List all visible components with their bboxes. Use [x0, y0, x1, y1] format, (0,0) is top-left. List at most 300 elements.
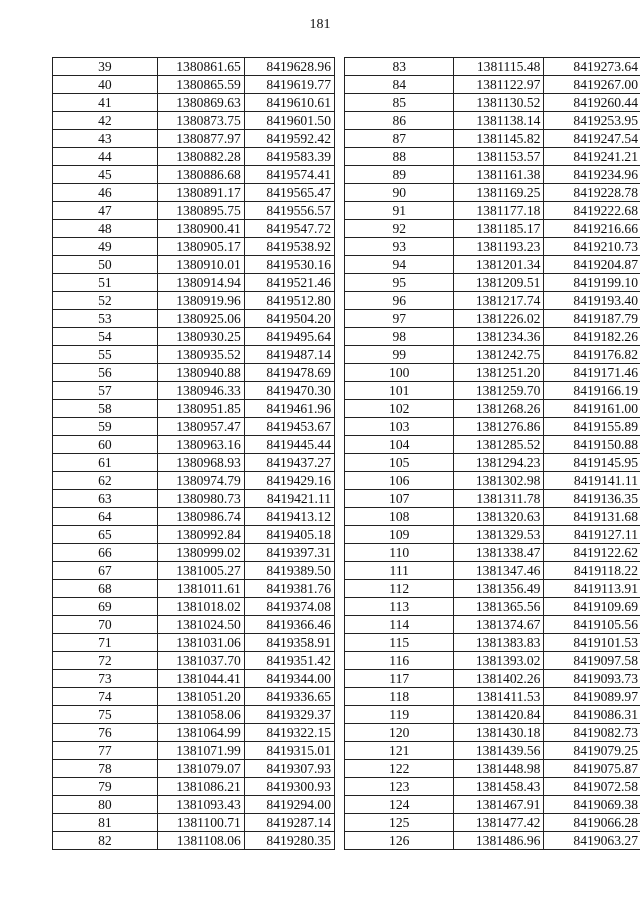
- point-number-cell: 101: [345, 382, 454, 400]
- table-row: [345, 292, 640, 310]
- x-coordinate-cell: 1381338.47: [454, 544, 544, 562]
- table-row: [53, 580, 335, 598]
- x-coordinate-cell: 1381356.49: [454, 580, 544, 598]
- table-row: [345, 148, 640, 166]
- table-row: [53, 292, 335, 310]
- point-number-cell: 72: [53, 652, 158, 670]
- y-coordinate-cell: 8419072.58: [544, 778, 640, 796]
- x-coordinate-cell: 1381458.43: [454, 778, 544, 796]
- x-coordinate-cell: 1380873.75: [157, 112, 244, 130]
- point-number-cell: 87: [345, 130, 454, 148]
- table-row: [53, 58, 335, 76]
- y-coordinate-cell: 8419193.40: [544, 292, 640, 310]
- x-coordinate-cell: 1381108.06: [157, 832, 244, 850]
- x-coordinate-cell: 1380992.84: [157, 526, 244, 544]
- point-number-cell: 110: [345, 544, 454, 562]
- x-coordinate-cell: 1381145.82: [454, 130, 544, 148]
- y-coordinate-cell: 8419478.69: [244, 364, 334, 382]
- table-row: [53, 832, 335, 850]
- y-coordinate-cell: 8419267.00: [544, 76, 640, 94]
- point-number-cell: 69: [53, 598, 158, 616]
- point-number-cell: 57: [53, 382, 158, 400]
- point-number-cell: 114: [345, 616, 454, 634]
- y-coordinate-cell: 8419592.42: [244, 130, 334, 148]
- point-number-cell: 122: [345, 760, 454, 778]
- point-number-cell: 82: [53, 832, 158, 850]
- point-number-cell: 120: [345, 724, 454, 742]
- table-row: [345, 580, 640, 598]
- x-coordinate-cell: 1380999.02: [157, 544, 244, 562]
- point-number-cell: 60: [53, 436, 158, 454]
- x-coordinate-cell: 1380910.01: [157, 256, 244, 274]
- table-row: [53, 202, 335, 220]
- y-coordinate-cell: 8419405.18: [244, 526, 334, 544]
- point-number-cell: 108: [345, 508, 454, 526]
- y-coordinate-cell: 8419583.39: [244, 148, 334, 166]
- table-row: [345, 220, 640, 238]
- x-coordinate-cell: 1380963.16: [157, 436, 244, 454]
- table-row: [345, 310, 640, 328]
- point-number-cell: 115: [345, 634, 454, 652]
- y-coordinate-cell: 8419521.46: [244, 274, 334, 292]
- x-coordinate-cell: 1380951.85: [157, 400, 244, 418]
- y-coordinate-cell: 8419300.93: [244, 778, 334, 796]
- y-coordinate-cell: 8419127.11: [544, 526, 640, 544]
- point-number-cell: 105: [345, 454, 454, 472]
- y-coordinate-cell: 8419131.68: [544, 508, 640, 526]
- y-coordinate-cell: 8419453.67: [244, 418, 334, 436]
- x-coordinate-cell: 1381031.06: [157, 634, 244, 652]
- point-number-cell: 41: [53, 94, 158, 112]
- table-row: [53, 616, 335, 634]
- y-coordinate-cell: 8419273.64: [544, 58, 640, 76]
- y-coordinate-cell: 8419199.10: [544, 274, 640, 292]
- point-number-cell: 113: [345, 598, 454, 616]
- x-coordinate-cell: 1381365.56: [454, 598, 544, 616]
- table-row: [345, 58, 640, 76]
- page-number: 181: [309, 17, 331, 32]
- y-coordinate-cell: 8419322.15: [244, 724, 334, 742]
- x-coordinate-cell: 1380946.33: [157, 382, 244, 400]
- y-coordinate-cell: 8419069.38: [544, 796, 640, 814]
- table-row: [345, 508, 640, 526]
- point-number-cell: 56: [53, 364, 158, 382]
- y-coordinate-cell: 8419101.53: [544, 634, 640, 652]
- x-coordinate-cell: 1381294.23: [454, 454, 544, 472]
- point-number-cell: 123: [345, 778, 454, 796]
- point-number-cell: 71: [53, 634, 158, 652]
- x-coordinate-cell: 1380877.97: [157, 130, 244, 148]
- table-row: [53, 400, 335, 418]
- x-coordinate-cell: 1381302.98: [454, 472, 544, 490]
- x-coordinate-cell: 1380930.25: [157, 328, 244, 346]
- point-number-cell: 66: [53, 544, 158, 562]
- x-coordinate-cell: 1381242.75: [454, 346, 544, 364]
- y-coordinate-cell: 8419294.00: [244, 796, 334, 814]
- table-row: [53, 220, 335, 238]
- table-body: [53, 58, 335, 850]
- x-coordinate-cell: 1381486.96: [454, 832, 544, 850]
- x-coordinate-cell: 1381161.38: [454, 166, 544, 184]
- point-number-cell: 80: [53, 796, 158, 814]
- y-coordinate-cell: 8419374.08: [244, 598, 334, 616]
- x-coordinate-cell: 1381093.43: [157, 796, 244, 814]
- x-coordinate-cell: 1381347.46: [454, 562, 544, 580]
- y-coordinate-cell: 8419619.77: [244, 76, 334, 94]
- y-coordinate-cell: 8419109.69: [544, 598, 640, 616]
- x-coordinate-cell: 1381430.18: [454, 724, 544, 742]
- point-number-cell: 47: [53, 202, 158, 220]
- point-number-cell: 92: [345, 220, 454, 238]
- point-number-cell: 119: [345, 706, 454, 724]
- table-row: [53, 346, 335, 364]
- y-coordinate-cell: 8419260.44: [544, 94, 640, 112]
- y-coordinate-cell: 8419437.27: [244, 454, 334, 472]
- point-number-cell: 98: [345, 328, 454, 346]
- table-row: [53, 418, 335, 436]
- y-coordinate-cell: 8419171.46: [544, 364, 640, 382]
- x-coordinate-cell: 1381251.20: [454, 364, 544, 382]
- x-coordinate-cell: 1381086.21: [157, 778, 244, 796]
- table-row: [345, 670, 640, 688]
- y-coordinate-cell: 8419182.26: [544, 328, 640, 346]
- y-coordinate-cell: 8419063.27: [544, 832, 640, 850]
- table-row: [345, 130, 640, 148]
- point-number-cell: 117: [345, 670, 454, 688]
- y-coordinate-cell: 8419155.89: [544, 418, 640, 436]
- point-number-cell: 95: [345, 274, 454, 292]
- y-coordinate-cell: 8419421.11: [244, 490, 334, 508]
- point-number-cell: 104: [345, 436, 454, 454]
- y-coordinate-cell: 8419150.88: [544, 436, 640, 454]
- point-number-cell: 76: [53, 724, 158, 742]
- table-row: [345, 832, 640, 850]
- x-coordinate-cell: 1381329.53: [454, 526, 544, 544]
- point-number-cell: 43: [53, 130, 158, 148]
- y-coordinate-cell: 8419574.41: [244, 166, 334, 184]
- y-coordinate-cell: 8419234.96: [544, 166, 640, 184]
- table-row: [345, 238, 640, 256]
- y-coordinate-cell: 8419547.72: [244, 220, 334, 238]
- point-number-cell: 111: [345, 562, 454, 580]
- point-number-cell: 112: [345, 580, 454, 598]
- y-coordinate-cell: 8419113.91: [544, 580, 640, 598]
- table-row: [345, 418, 640, 436]
- y-coordinate-cell: 8419241.21: [544, 148, 640, 166]
- x-coordinate-cell: 1381374.67: [454, 616, 544, 634]
- x-coordinate-cell: 1381402.26: [454, 670, 544, 688]
- table-row: [345, 490, 640, 508]
- x-coordinate-cell: 1381276.86: [454, 418, 544, 436]
- y-coordinate-cell: 8419287.14: [244, 814, 334, 832]
- point-number-cell: 61: [53, 454, 158, 472]
- table-row: [53, 598, 335, 616]
- x-coordinate-cell: 1381005.27: [157, 562, 244, 580]
- table-row: [345, 760, 640, 778]
- x-coordinate-cell: 1381320.63: [454, 508, 544, 526]
- point-number-cell: 44: [53, 148, 158, 166]
- point-number-cell: 103: [345, 418, 454, 436]
- table-row: [345, 274, 640, 292]
- y-coordinate-cell: 8419556.57: [244, 202, 334, 220]
- table-row: [345, 166, 640, 184]
- x-coordinate-cell: 1381467.91: [454, 796, 544, 814]
- point-number-cell: 74: [53, 688, 158, 706]
- point-number-cell: 78: [53, 760, 158, 778]
- x-coordinate-cell: 1380895.75: [157, 202, 244, 220]
- x-coordinate-cell: 1381024.50: [157, 616, 244, 634]
- x-coordinate-cell: 1380968.93: [157, 454, 244, 472]
- y-coordinate-cell: 8419145.95: [544, 454, 640, 472]
- y-coordinate-cell: 8419389.50: [244, 562, 334, 580]
- x-coordinate-cell: 1381037.70: [157, 652, 244, 670]
- x-coordinate-cell: 1381044.41: [157, 670, 244, 688]
- x-coordinate-cell: 1381071.99: [157, 742, 244, 760]
- table-row: [345, 778, 640, 796]
- point-number-cell: 97: [345, 310, 454, 328]
- y-coordinate-cell: 8419381.76: [244, 580, 334, 598]
- point-number-cell: 81: [53, 814, 158, 832]
- y-coordinate-cell: 8419538.92: [244, 238, 334, 256]
- table-row: [53, 796, 335, 814]
- point-number-cell: 88: [345, 148, 454, 166]
- point-number-cell: 54: [53, 328, 158, 346]
- point-number-cell: 51: [53, 274, 158, 292]
- table-row: [345, 724, 640, 742]
- table-row: [345, 76, 640, 94]
- y-coordinate-cell: 8419329.37: [244, 706, 334, 724]
- y-coordinate-cell: 8419530.16: [244, 256, 334, 274]
- x-coordinate-cell: 1381079.07: [157, 760, 244, 778]
- x-coordinate-cell: 1381115.48: [454, 58, 544, 76]
- table-row: [53, 148, 335, 166]
- point-number-cell: 102: [345, 400, 454, 418]
- point-number-cell: 48: [53, 220, 158, 238]
- y-coordinate-cell: 8419358.91: [244, 634, 334, 652]
- table-row: [53, 472, 335, 490]
- x-coordinate-cell: 1381209.51: [454, 274, 544, 292]
- y-coordinate-cell: 8419079.25: [544, 742, 640, 760]
- table-row: [345, 688, 640, 706]
- table-row: [345, 616, 640, 634]
- x-coordinate-cell: 1380886.68: [157, 166, 244, 184]
- table-row: [53, 166, 335, 184]
- y-coordinate-cell: 8419161.00: [544, 400, 640, 418]
- x-coordinate-cell: 1380986.74: [157, 508, 244, 526]
- point-number-cell: 93: [345, 238, 454, 256]
- table-row: [345, 400, 640, 418]
- point-number-cell: 86: [345, 112, 454, 130]
- x-coordinate-cell: 1381018.02: [157, 598, 244, 616]
- table-row: [345, 742, 640, 760]
- x-coordinate-cell: 1381193.23: [454, 238, 544, 256]
- table-row: [53, 76, 335, 94]
- x-coordinate-cell: 1380957.47: [157, 418, 244, 436]
- y-coordinate-cell: 8419470.30: [244, 382, 334, 400]
- y-coordinate-cell: 8419097.58: [544, 652, 640, 670]
- point-number-cell: 85: [345, 94, 454, 112]
- y-coordinate-cell: 8419210.73: [544, 238, 640, 256]
- x-coordinate-cell: 1381439.56: [454, 742, 544, 760]
- table-row: [345, 328, 640, 346]
- coordinates-table-left: [52, 57, 335, 850]
- y-coordinate-cell: 8419136.35: [544, 490, 640, 508]
- table-row: [53, 130, 335, 148]
- y-coordinate-cell: 8419461.96: [244, 400, 334, 418]
- x-coordinate-cell: 1380974.79: [157, 472, 244, 490]
- y-coordinate-cell: 8419253.95: [544, 112, 640, 130]
- y-coordinate-cell: 8419628.96: [244, 58, 334, 76]
- table-row: [345, 796, 640, 814]
- point-number-cell: 59: [53, 418, 158, 436]
- y-coordinate-cell: 8419610.61: [244, 94, 334, 112]
- y-coordinate-cell: 8419216.66: [544, 220, 640, 238]
- x-coordinate-cell: 1381011.61: [157, 580, 244, 598]
- table-row: [53, 724, 335, 742]
- point-number-cell: 77: [53, 742, 158, 760]
- point-number-cell: 75: [53, 706, 158, 724]
- point-number-cell: 62: [53, 472, 158, 490]
- x-coordinate-cell: 1381393.02: [454, 652, 544, 670]
- table-row: [53, 490, 335, 508]
- point-number-cell: 96: [345, 292, 454, 310]
- y-coordinate-cell: 8419280.35: [244, 832, 334, 850]
- x-coordinate-cell: 1381383.83: [454, 634, 544, 652]
- x-coordinate-cell: 1381169.25: [454, 184, 544, 202]
- point-number-cell: 125: [345, 814, 454, 832]
- y-coordinate-cell: 8419176.82: [544, 346, 640, 364]
- x-coordinate-cell: 1381100.71: [157, 814, 244, 832]
- table-row: [345, 706, 640, 724]
- x-coordinate-cell: 1381201.34: [454, 256, 544, 274]
- y-coordinate-cell: 8419105.56: [544, 616, 640, 634]
- y-coordinate-cell: 8419093.73: [544, 670, 640, 688]
- point-number-cell: 109: [345, 526, 454, 544]
- table-row: [345, 202, 640, 220]
- x-coordinate-cell: 1380861.65: [157, 58, 244, 76]
- table-row: [345, 526, 640, 544]
- table-row: [345, 454, 640, 472]
- point-number-cell: 68: [53, 580, 158, 598]
- x-coordinate-cell: 1381411.53: [454, 688, 544, 706]
- point-number-cell: 70: [53, 616, 158, 634]
- point-number-cell: 79: [53, 778, 158, 796]
- table-row: [53, 436, 335, 454]
- point-number-cell: 46: [53, 184, 158, 202]
- point-number-cell: 116: [345, 652, 454, 670]
- y-coordinate-cell: 8419307.93: [244, 760, 334, 778]
- y-coordinate-cell: 8419204.87: [544, 256, 640, 274]
- point-number-cell: 89: [345, 166, 454, 184]
- x-coordinate-cell: 1381130.52: [454, 94, 544, 112]
- x-coordinate-cell: 1380882.28: [157, 148, 244, 166]
- point-number-cell: 64: [53, 508, 158, 526]
- y-coordinate-cell: 8419336.65: [244, 688, 334, 706]
- x-coordinate-cell: 1381226.02: [454, 310, 544, 328]
- x-coordinate-cell: 1380869.63: [157, 94, 244, 112]
- table-row: [53, 94, 335, 112]
- point-number-cell: 121: [345, 742, 454, 760]
- point-number-cell: 100: [345, 364, 454, 382]
- table-row: [53, 382, 335, 400]
- x-coordinate-cell: 1380905.17: [157, 238, 244, 256]
- table-row: [53, 310, 335, 328]
- x-coordinate-cell: 1381177.18: [454, 202, 544, 220]
- y-coordinate-cell: 8419222.68: [544, 202, 640, 220]
- point-number-cell: 53: [53, 310, 158, 328]
- y-coordinate-cell: 8419351.42: [244, 652, 334, 670]
- table-row: [53, 256, 335, 274]
- y-coordinate-cell: 8419086.31: [544, 706, 640, 724]
- table-row: [53, 508, 335, 526]
- point-number-cell: 67: [53, 562, 158, 580]
- y-coordinate-cell: 8419429.16: [244, 472, 334, 490]
- table-row: [53, 364, 335, 382]
- point-number-cell: 45: [53, 166, 158, 184]
- point-number-cell: 99: [345, 346, 454, 364]
- y-coordinate-cell: 8419122.62: [544, 544, 640, 562]
- point-number-cell: 42: [53, 112, 158, 130]
- x-coordinate-cell: 1380891.17: [157, 184, 244, 202]
- point-number-cell: 107: [345, 490, 454, 508]
- x-coordinate-cell: 1380914.94: [157, 274, 244, 292]
- point-number-cell: 58: [53, 400, 158, 418]
- point-number-cell: 126: [345, 832, 454, 850]
- x-coordinate-cell: 1381311.78: [454, 490, 544, 508]
- point-number-cell: 50: [53, 256, 158, 274]
- x-coordinate-cell: 1380865.59: [157, 76, 244, 94]
- x-coordinate-cell: 1381122.97: [454, 76, 544, 94]
- table-row: [53, 814, 335, 832]
- y-coordinate-cell: 8419075.87: [544, 760, 640, 778]
- x-coordinate-cell: 1380980.73: [157, 490, 244, 508]
- table-row: [345, 436, 640, 454]
- y-coordinate-cell: 8419397.31: [244, 544, 334, 562]
- table-row: [53, 706, 335, 724]
- point-number-cell: 39: [53, 58, 158, 76]
- table-row: [345, 184, 640, 202]
- y-coordinate-cell: 8419228.78: [544, 184, 640, 202]
- point-number-cell: 65: [53, 526, 158, 544]
- point-number-cell: 83: [345, 58, 454, 76]
- x-coordinate-cell: 1380900.41: [157, 220, 244, 238]
- x-coordinate-cell: 1381477.42: [454, 814, 544, 832]
- point-number-cell: 49: [53, 238, 158, 256]
- table-row: [53, 778, 335, 796]
- table-row: [345, 112, 640, 130]
- point-number-cell: 90: [345, 184, 454, 202]
- x-coordinate-cell: 1381064.99: [157, 724, 244, 742]
- point-number-cell: 118: [345, 688, 454, 706]
- point-number-cell: 91: [345, 202, 454, 220]
- y-coordinate-cell: 8419366.46: [244, 616, 334, 634]
- table-row: [53, 562, 335, 580]
- y-coordinate-cell: 8419118.22: [544, 562, 640, 580]
- point-number-cell: 52: [53, 292, 158, 310]
- point-number-cell: 63: [53, 490, 158, 508]
- table-row: [53, 112, 335, 130]
- y-coordinate-cell: 8419487.14: [244, 346, 334, 364]
- y-coordinate-cell: 8419089.97: [544, 688, 640, 706]
- y-coordinate-cell: 8419601.50: [244, 112, 334, 130]
- x-coordinate-cell: 1381448.98: [454, 760, 544, 778]
- point-number-cell: 40: [53, 76, 158, 94]
- x-coordinate-cell: 1380925.06: [157, 310, 244, 328]
- table-row: [53, 274, 335, 292]
- table-row: [345, 562, 640, 580]
- y-coordinate-cell: 8419344.00: [244, 670, 334, 688]
- coordinates-table-right: [344, 57, 640, 850]
